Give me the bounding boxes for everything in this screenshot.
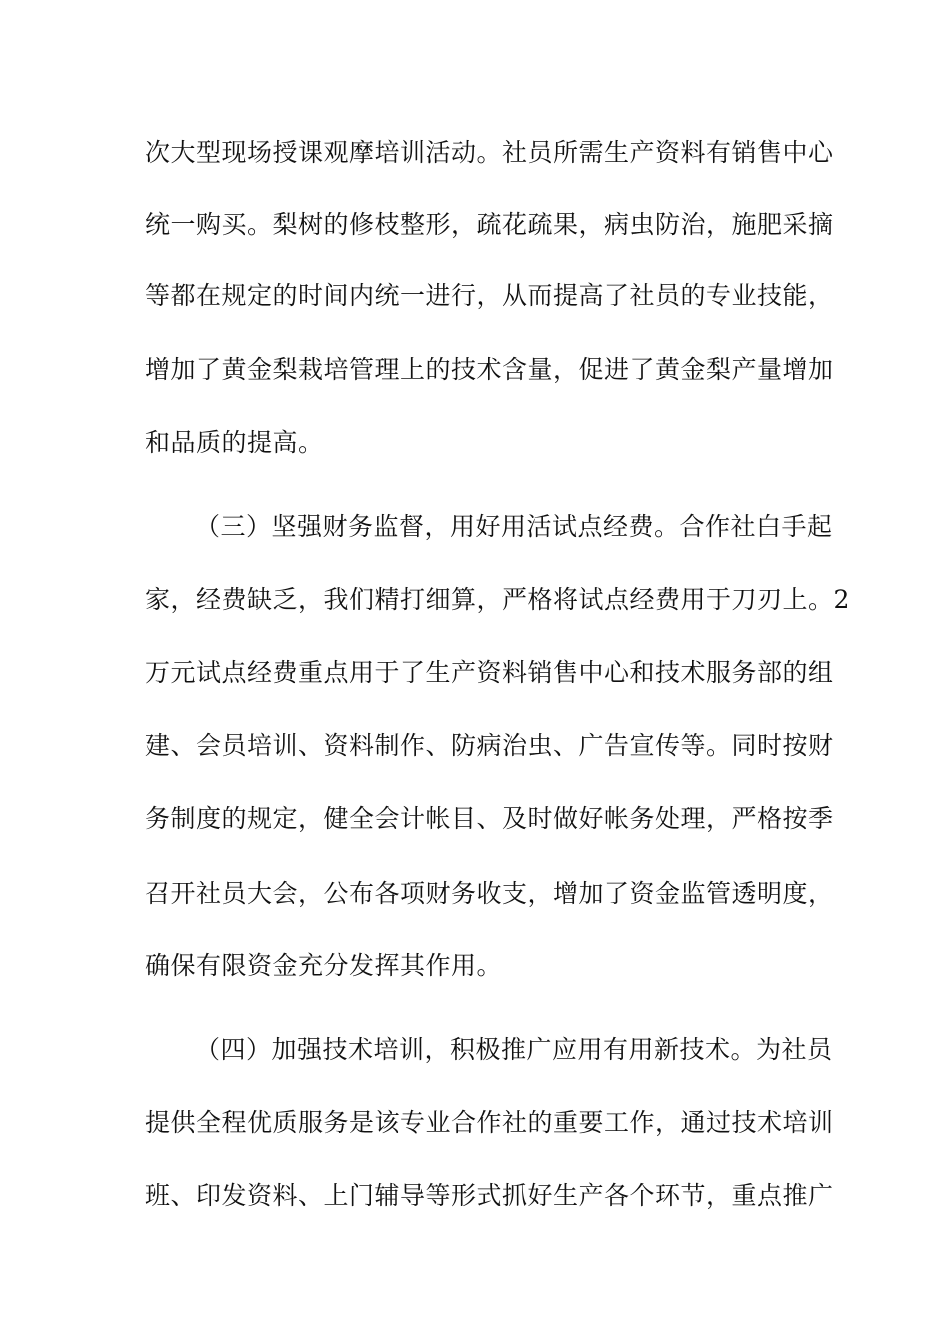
text-line: 万元试点经费重点用于了生产资料销售中心和技术服务部的组 xyxy=(145,658,834,687)
text-line: 务制度的规定，健全会计帐目、及时做好帐务处理，严格按季 xyxy=(145,804,834,833)
text-line: 家，经费缺乏，我们精打细算，严格将试点经费用于刀刃上。2 xyxy=(145,585,850,614)
text-line: 召开社员大会，公布各项财务收支，增加了资金监管透明度， xyxy=(145,879,834,908)
text-line: 建、会员培训、资料制作、防病治虫、广告宣传等。同时按财 xyxy=(145,731,834,760)
text-line: 统一购买。梨树的修枝整形，疏花疏果，病虫防治，施肥采摘 xyxy=(145,210,834,239)
text-line: 次大型现场授课观摩培训活动。社员所需生产资料有销售中心 xyxy=(145,138,834,167)
paragraph-heading-3: （三）坚强财务监督，用好用活试点经费。合作社白手起 xyxy=(195,512,833,541)
text-line: 增加了黄金梨栽培管理上的技术含量，促进了黄金梨产量增加 xyxy=(145,355,834,384)
text-line: 等都在规定的时间内统一进行，从而提高了社员的专业技能， xyxy=(145,281,834,310)
text-line: 确保有限资金充分发挥其作用。 xyxy=(145,951,503,980)
paragraph-heading-4: （四）加强技术培训，积极推广应用有用新技术。为社员 xyxy=(195,1035,833,1064)
text-line: 提供全程优质服务是该专业合作社的重要工作，通过技术培训 xyxy=(145,1108,834,1137)
text-line: 班、印发资料、上门辅导等形式抓好生产各个环节，重点推广 xyxy=(145,1181,834,1210)
text-line: 和品质的提高。 xyxy=(145,428,324,457)
